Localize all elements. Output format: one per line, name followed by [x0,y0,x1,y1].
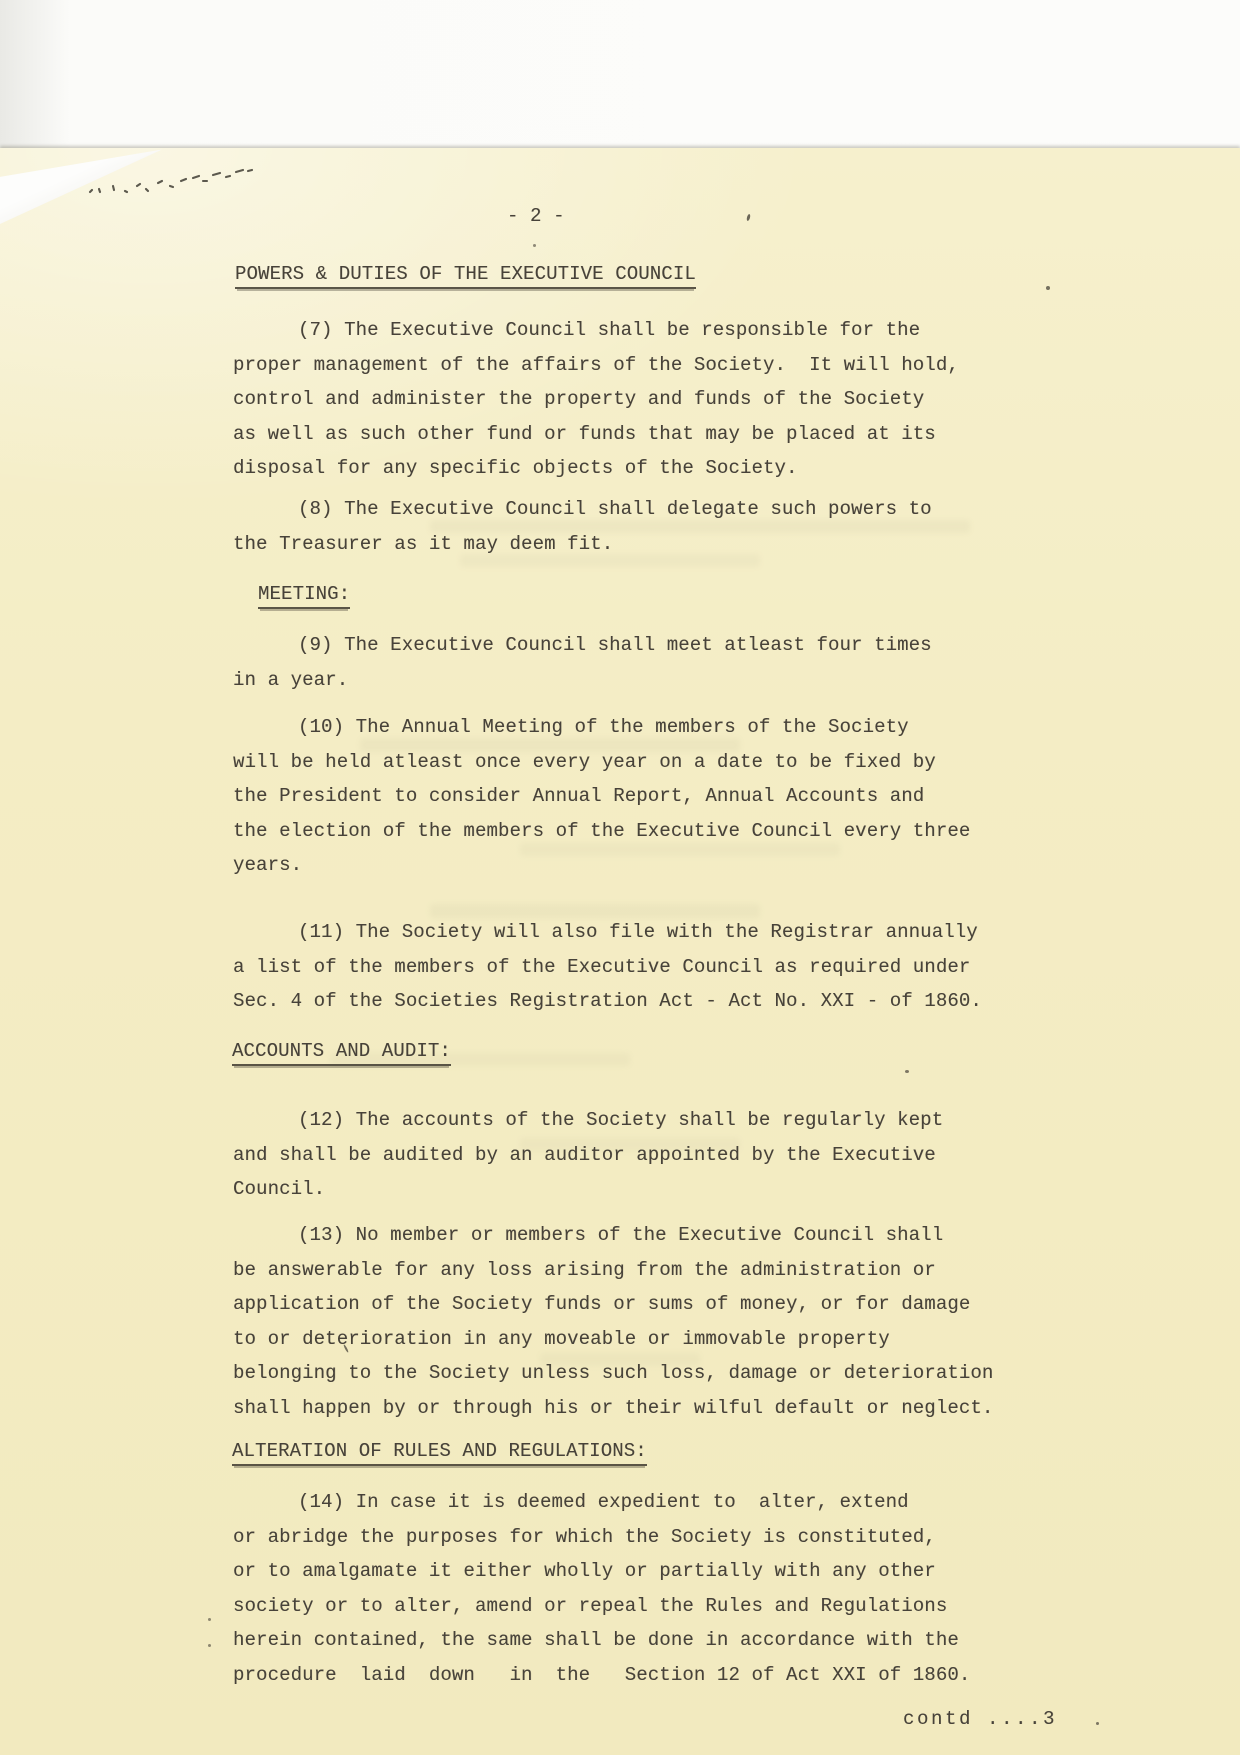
paragraph-14 [233,1485,970,1693]
text-line: (13) No member or members of the Executive Council shall [298,1224,944,1246]
heading-text: ALTERATION OF RULES AND REGULATIONS: [232,1440,647,1466]
ink-speck [746,214,751,222]
text-line: be answerable for any loss arising from the administration or [233,1258,936,1281]
text-line: in a year. [233,668,349,691]
text-line: procedure laid down in the Section 12 of Act XXI of 1860. [233,1663,971,1686]
text-line: (11) The Society will also file with the Registrar annually [298,921,978,943]
text-line: to or deterioration in any moveable or immovable property [233,1327,890,1350]
text-line: the Treasurer as it may deem fit. [233,532,614,555]
text-line: will be held atleast once every year on a date to be fixed by [233,750,936,773]
text-line: application of the Society funds or sums of money, or for damage [233,1293,971,1316]
ink-speck [208,1644,211,1647]
section-heading-alteration-rules [232,1440,647,1466]
text-line: (7) The Executive Council shall be responsible for the [298,319,921,341]
section-heading-accounts-audit [232,1040,451,1066]
page-number: - 2 - [507,205,565,227]
text-line: (14) In case it is deemed expedient to alter, extend [298,1491,909,1513]
text-line: (9) The Executive Council shall meet atleast four times [298,634,932,656]
text-line: a list of the members of the Executive Council as required under [233,955,971,978]
paragraph-11 [233,915,982,1019]
text-line: (12) The accounts of the Society shall be regularly kept [298,1109,944,1131]
pen-scribble-mark [86,162,256,202]
text-line: or abridge the purposes for which the Society is constituted, [233,1525,936,1548]
paragraph-12 [233,1103,943,1207]
heading-text: MEETING: [258,583,350,609]
text-line: herein contained, the same shall be done in accordance with the [233,1629,959,1652]
paragraph-13 [233,1218,993,1426]
section-heading-powers-duties [235,263,696,289]
paper-sheet [0,148,1240,1755]
text-line: years. [233,854,303,877]
heading-text: ACCOUNTS AND AUDIT: [232,1040,451,1066]
paragraph-8 [233,492,932,561]
text-line: proper management of the affairs of the Society. It will hold, [233,353,959,376]
text-line: Sec. 4 of the Societies Registration Act - Act No. XXI - of 1860. [233,990,982,1013]
text-line: belonging to the Society unless such loss, damage or deterioration [233,1362,994,1385]
paragraph-9 [233,628,932,697]
ink-speck [1046,286,1050,290]
text-line: shall happen by or through his or their wilful default or neglect. [233,1396,994,1419]
ink-speck [1096,1722,1099,1725]
continuation-note: contd ....3 [903,1708,1058,1730]
text-line: or to amalgamate it either wholly or partially with any other [233,1560,936,1583]
heading-text: POWERS & DUTIES OF THE EXECUTIVE COUNCIL [235,263,696,289]
text-line: the President to consider Annual Report, Annual Accounts and [233,785,925,808]
text-line: Council. [233,1178,326,1201]
text-line: control and administer the property and funds of the Society [233,388,925,411]
text-line: the election of the members of the Executive Council every three [233,819,971,842]
text-line: society or to alter, amend or repeal the Rules and Regulations [233,1594,948,1617]
section-heading-meeting [258,583,350,609]
text-line: (10) The Annual Meeting of the members of the Society [298,716,909,738]
text-line: and shall be audited by an auditor appointed by the Executive [233,1143,936,1166]
text-line: disposal for any specific objects of the Society. [233,457,798,480]
ink-speck [905,1070,909,1073]
paragraph-7 [233,313,959,486]
ink-speck [533,244,536,247]
text-line: (8) The Executive Council shall delegate such powers to [298,498,932,520]
text-line: as well as such other fund or funds that may be placed at its [233,422,936,445]
paragraph-10 [233,710,970,883]
ink-speck [208,1618,211,1621]
